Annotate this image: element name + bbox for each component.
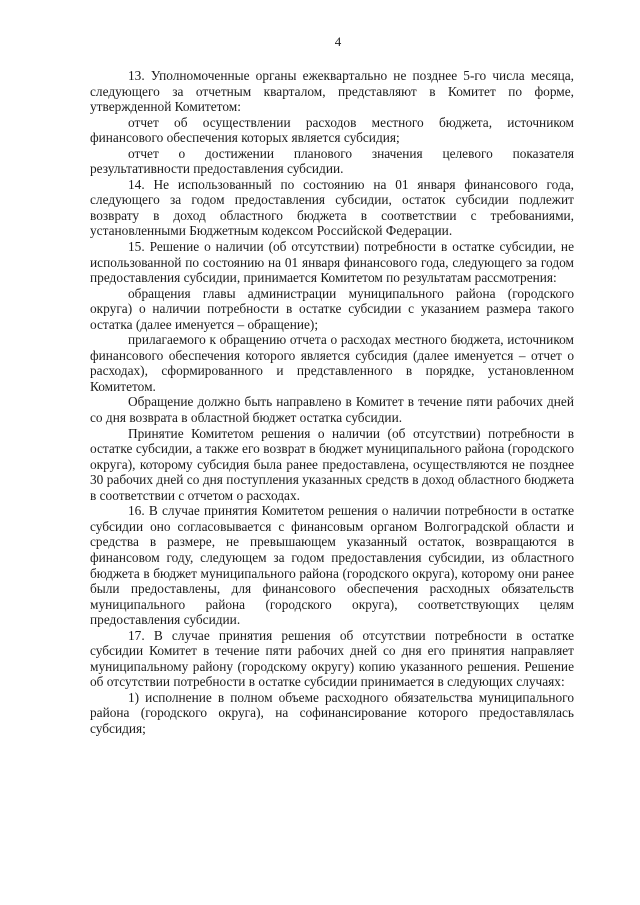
paragraph-14: 14. Не использованный по состоянию на 01 января финансового года, следующего за годом предоставления субсидии, остаток субсидии подлежит возврату в доход областного бюджета в соответствии с требованиями, установленными Бюджетным кодексом Российской Федерации. [90, 176, 574, 239]
paragraph-16: 16. В случае принятия Комитетом решения о наличии потребности в остатке субсидии оно согласовывается с финансовым органом Волгоградской области и средства в размере, не превышающем указанный остаток, возвращаются в финансовом году, следующем за годом предоставления субсидии, из областного бюджета в бюджет муниципального района (городского округа), которому они ранее были предоставлены, для финансового обеспечения расходных обязательств муниципального района (городского округа), соответствующих целям предоставления субсидии. [90, 503, 574, 628]
paragraph-13: 13. Уполномоченные органы ежеквартально не позднее 5-го числа месяца, следующего за отчетным кварталом, представляют в Комитет по форме, утвержденной Комитетом: [90, 68, 574, 115]
paragraph-17: 17. В случае принятия решения об отсутствии потребности в остатке субсидии Комитет в течение пяти рабочих дней со дня его принятия направляет муниципальному району (городскому округу) копию указанного решения. Решение об отсутствии потребности в остатке субсидии принимается в следующих случаях: [90, 627, 574, 690]
paragraph-15-item-appeal: обращения главы администрации муниципального района (городского округа) о наличии потребности в остатке субсидии с указанием размера такого остатка (далее именуется – обращение); [90, 285, 574, 332]
paragraph-17-item-1: 1) исполнение в полном объеме расходного обязательства муниципального района (городского округа), на софинансирование которого предоставлялась субсидия; [90, 689, 574, 736]
paragraph-15-appeal-deadline: Обращение должно быть направлено в Комитет в течение пяти рабочих дней со дня возврата в областной бюджет остатка субсидии. [90, 394, 574, 426]
document-body [90, 68, 574, 737]
paragraph-15: 15. Решение о наличии (об отсутствии) потребности в остатке субсидии, не использованной по состоянию на 01 января финансового года, следующего за годом предоставления субсидии, принимается Комитетом по результатам рассмотрения: [90, 239, 574, 286]
paragraph-15-item-report: прилагаемого к обращению отчета о расходах местного бюджета, источником финансового обеспечения которого является субсидия (далее именуется – отчет о расходах), сформированного и представленного в порядке, установленном Комитетом. [90, 332, 574, 394]
paragraph-15-decision-deadline: Принятие Комитетом решения о наличии (об отсутствии) потребности в остатке субсидии, а также его возврат в бюджет муниципального района (городского округа), которому субсидия была ранее предоставлена, осуществляются не позднее 30 рабочих дней со дня поступления указанных средств в доход областного бюджета в соответствии с отчетом о расходах. [90, 425, 574, 503]
paragraph-13-item-target-report: отчет о достижении планового значения целевого показателя результативности предоставления субсидии. [90, 145, 574, 177]
paragraph-13-item-expenses-report: отчет об осуществлении расходов местного бюджета, источником финансового обеспечения которых является субсидия; [90, 114, 574, 146]
page-number: 4 [334, 34, 342, 49]
